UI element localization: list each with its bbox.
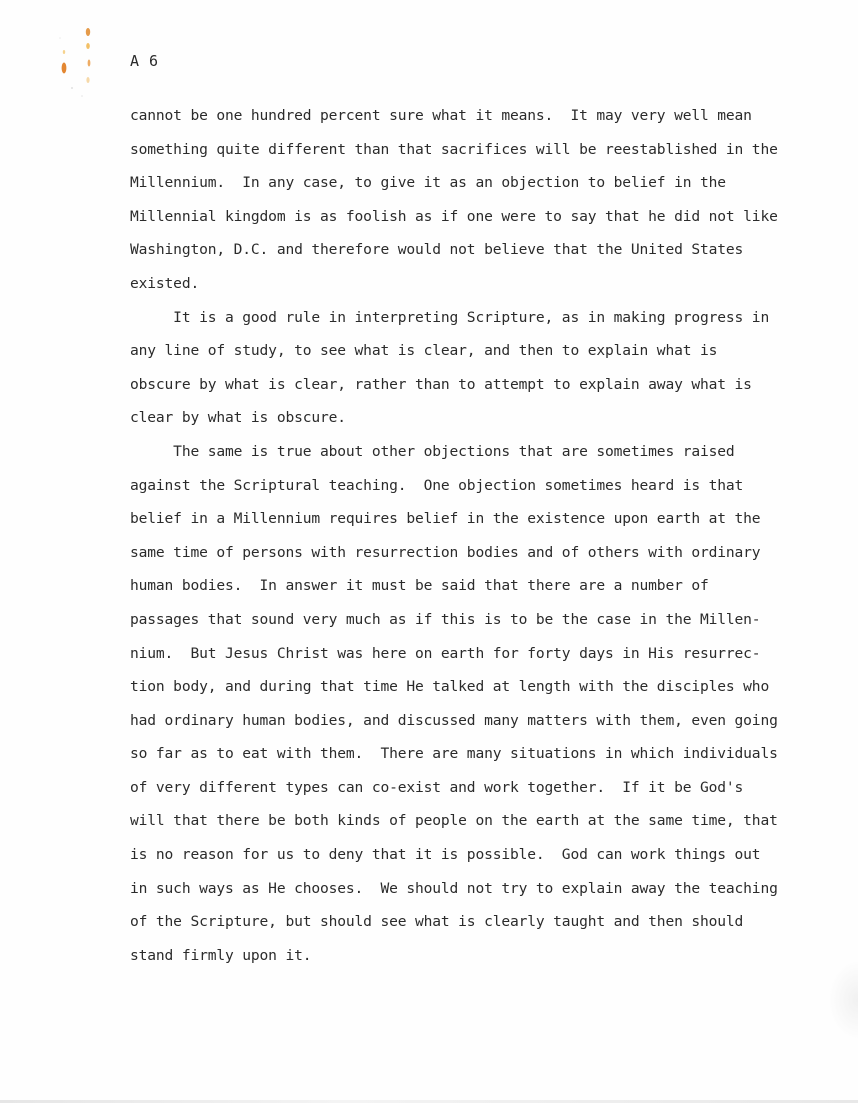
text-line: is no reason for us to deny that it is possible. God can work things out (130, 846, 761, 864)
text-line: same time of persons with resurrection bodies and of others with ordinary (130, 543, 761, 561)
text-line: of very different types can co-exist and work together. If it be God's (130, 778, 744, 796)
text-line: Washington, D.C. and therefore would not believe that the United States (130, 241, 744, 259)
paper-smudge (828, 960, 858, 1040)
text-line: clear by what is obscure. (130, 409, 346, 427)
text-line: something quite different than that sacrifices will be reestablished in the (130, 140, 778, 158)
text-line: had ordinary human bodies, and discussed many matters with them, even going (130, 711, 778, 729)
text-line: It is a good rule in interpreting Scripture, as in making progress in (130, 308, 770, 326)
text-line: obscure by what is clear, rather than to attempt to explain away what is (130, 375, 752, 393)
body-text (130, 103, 778, 976)
binding-stain-marks (52, 18, 96, 108)
text-line: in such ways as He chooses. We should not try to explain away the teaching (130, 879, 778, 897)
text-line: The same is true about other objections that are sometimes raised (130, 442, 735, 460)
text-line: will that there be both kinds of people on the earth at the same time, that (130, 812, 778, 830)
text-line: so far as to eat with them. There are many situations in which individuals (130, 745, 778, 763)
text-line: existed. (130, 274, 200, 292)
text-line: any line of study, to see what is clear, and then to explain what is (130, 342, 718, 360)
text-line: human bodies. In answer it must be said that there are a number of (130, 577, 709, 595)
text-line: cannot be one hundred percent sure what it means. It may very well mean (130, 107, 752, 124)
text-line: nium. But Jesus Christ was here on earth for forty days in His resurrec- (130, 644, 761, 662)
text-line: Millennium. In any case, to give it as an objection to belief in the (130, 174, 726, 192)
text-line: Millennial kingdom is as foolish as if one were to say that he did not like (130, 207, 778, 225)
text-line: belief in a Millennium requires belief in the existence upon earth at the (130, 510, 761, 528)
text-line: tion body, and during that time He talked at length with the disciples who (130, 678, 770, 696)
page-number-label: A 6 (130, 52, 159, 70)
text-line: passages that sound very much as if this is to be the case in the Millen- (130, 610, 761, 628)
text-line: of the Scripture, but should see what is clearly taught and then should (130, 913, 744, 931)
text-line: against the Scriptural teaching. One objection sometimes heard is that (130, 476, 744, 494)
text-line: stand firmly upon it. (130, 946, 312, 964)
